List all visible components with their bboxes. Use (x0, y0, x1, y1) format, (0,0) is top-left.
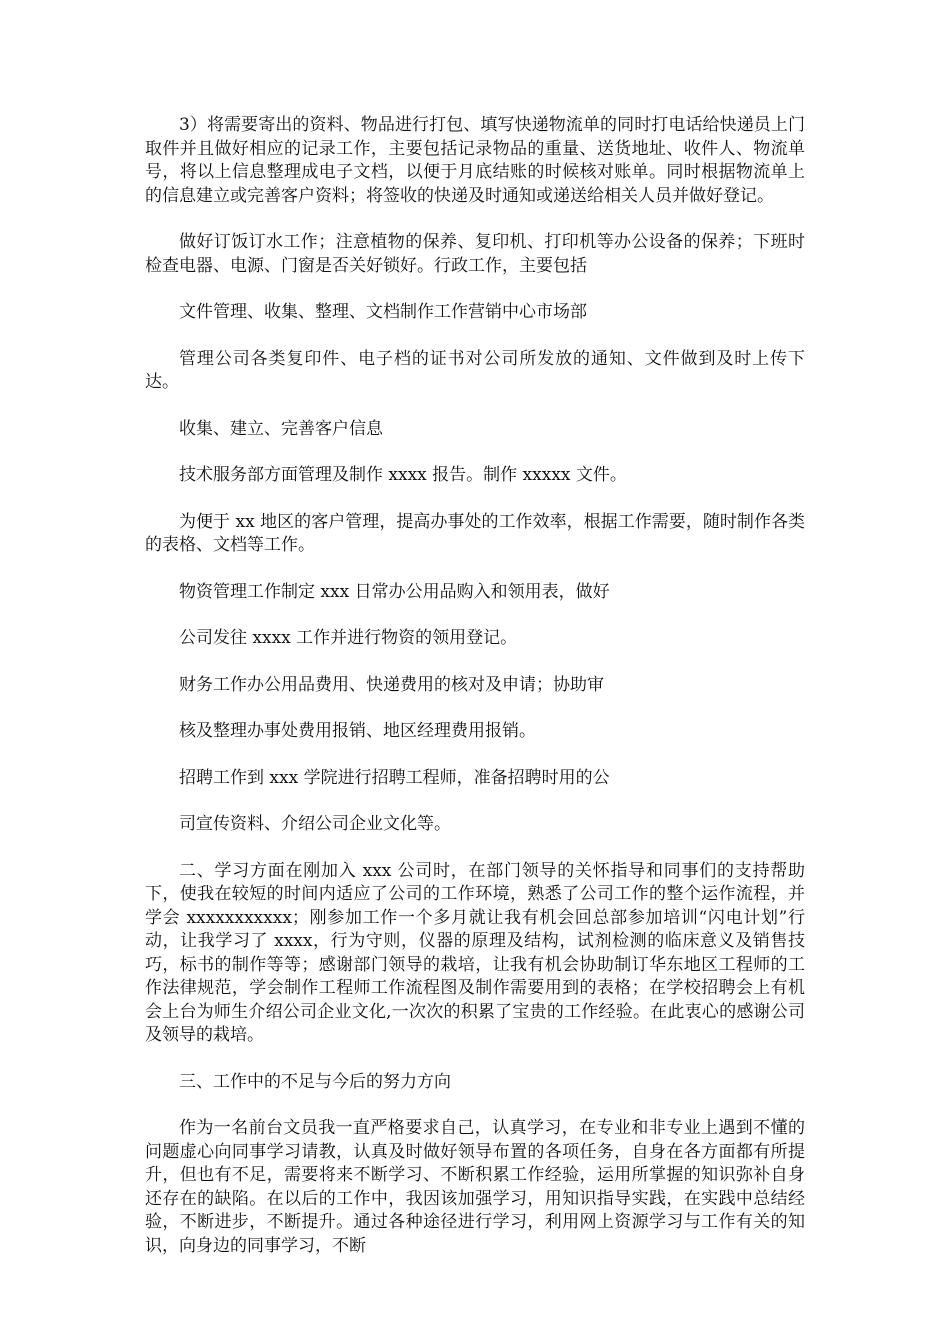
document-body (145, 114, 805, 1258)
paragraph-supplies-management: 物资管理工作制定 xxx 日常办公用品购入和领用表，做好 (179, 581, 610, 602)
paragraph-customer-info: 收集、建立、完善客户信息 (179, 418, 383, 439)
paragraph-express-delivery: 3）将需要寄出的资料、物品进行打包、填写快递物流单的同时打电话给快递员上门取件并且做好相应的记录工作，主要包括记录物品的重量、送货地址、收件人、物流单号，将以上信息整理成电子文档，以便于月底结账的时候核对账单。同时根据物流单上的信息建立或完善客户资料；将签收的快递及时通知或递送给相关人员并做好登记。 (145, 115, 805, 206)
paragraph-finance-work: 财务工作办公用品费用、快递费用的核对及申请；协助审 (179, 674, 604, 695)
section-heading-shortcomings: 三、工作中的不足与今后的努力方向 (179, 1071, 451, 1092)
paragraph-recruitment: 招聘工作到 xxx 学院进行招聘工程师，准备招聘时用的公 (179, 767, 610, 788)
paragraph-learning: 二、学习方面在刚加入 xxx 公司时，在部门领导的关怀指导和同事们的支持帮助下，使我在较短的时间内适应了公司的工作环境，熟悉了公司工作的整个运作流程，并学会 xxxxxxxxxxx；刚参加工作一个多月就让我有机会回总部参加培训“闪电计划”行动，让我学习了 xxxx，行为守则，仪器的原理及结构，试剂检测的临床意义及销售技巧，标书的制作等等；感谢部门领导的栽培，让我有机会协助制订华东地区工程师的工作法律规范，学会制作工程师工作流程图及制作需要用到的表格；在学校招聘会上有机会上台为师生介绍公司企业文化,一次次的积累了宝贵的工作经验。在此衷心的感谢公司及领导的栽培。 (145, 860, 805, 1045)
paragraph-expense-reimbursement: 核及整理办事处费用报销、地区经理费用报销。 (179, 721, 536, 741)
paragraph-self-improvement: 作为一名前台文员我一直严格要求自己，认真学习，在专业和非专业上遇到不懂的问题虚心向同事学习请教，认真及时做好领导布置的各项任务，自身在各方面都有所提升，但也有不足，需要将来不断学习、不断积累工作经验，运用所掌握的知识弥补自身还存在的缺陷。在以后的工作中，我因该加强学习，用知识指导实践，在实践中总结经验，不断进步，不断提升。通过各种途径进行学习，利用网上资源学习与工作有关的知识，向身边的同事学习，不断 (145, 1118, 805, 1256)
paragraph-certificate-management: 管理公司各类复印件、电子档的证书对公司所发放的通知、文件做到及时上传下达。 (145, 348, 805, 392)
paragraph-recruitment-materials: 司宣传资料、介绍公司企业文化等。 (179, 814, 451, 834)
paragraph-regional-management: 为便于 xx 地区的客户管理，提高办事处的工作效率，根据工作需要，随时制作各类的表格、文档等工作。 (145, 511, 805, 555)
paragraph-tech-service: 技术服务部方面管理及制作 xxxx 报告。制作 xxxxx 文件。 (179, 465, 627, 485)
paragraph-file-management: 文件管理、收集、整理、文档制作工作营销中心市场部 (179, 302, 587, 322)
paragraph-office-maintenance: 做好订饭订水工作；注意植物的保养、复印机、打印机等办公设备的保养；下班时检查电器、电源、门窗是否关好锁好。行政工作，主要包括 (145, 232, 805, 276)
paragraph-supplies-registration: 公司发往 xxxx 工作并进行物资的领用登记。 (179, 628, 518, 648)
